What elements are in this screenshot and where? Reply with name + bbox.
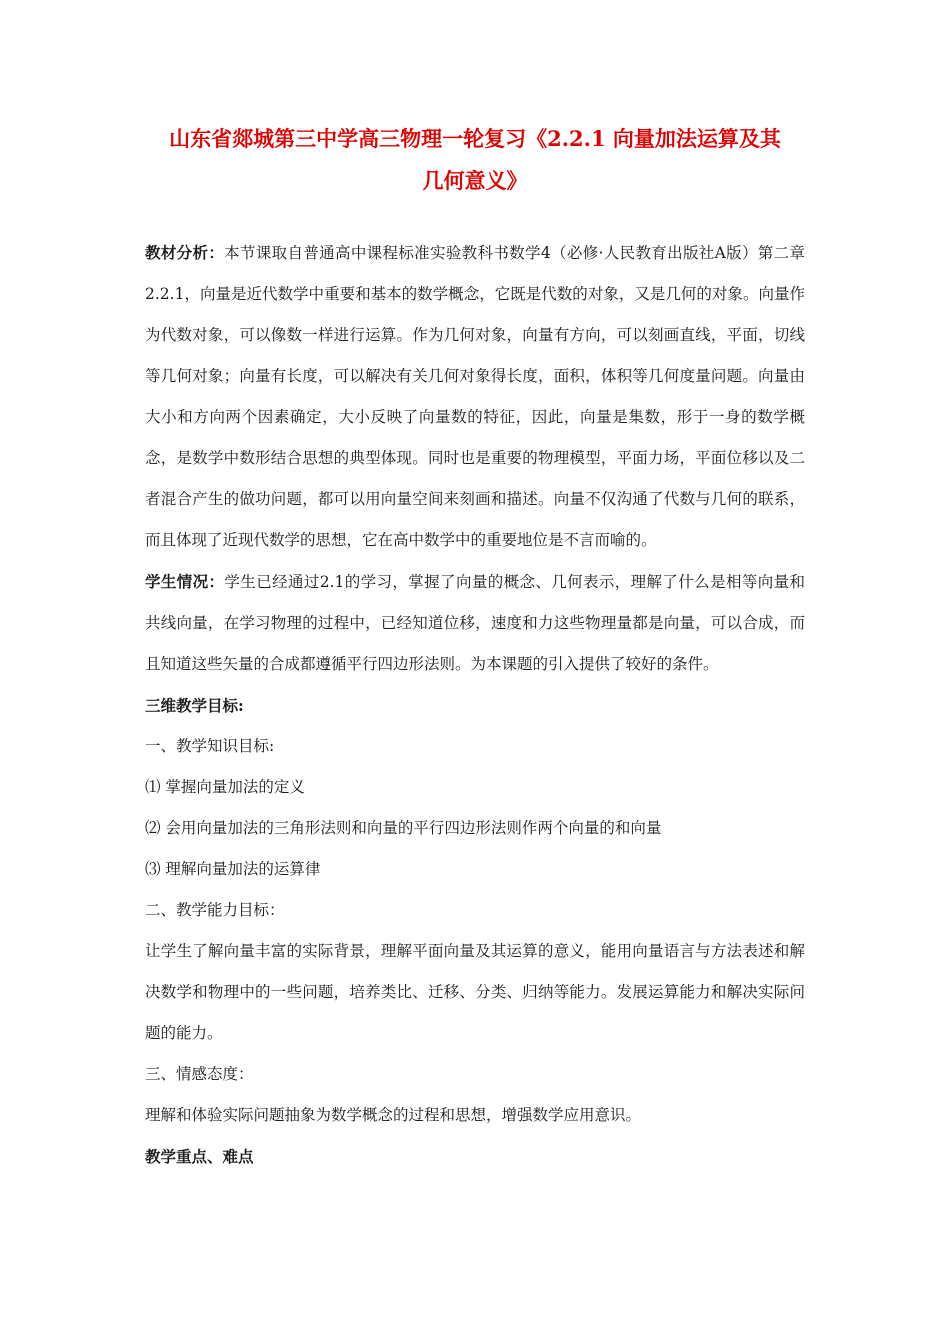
document-title — [145, 118, 805, 202]
keypoints-heading: 教学重点、难点 — [145, 1147, 254, 1166]
analysis-heading: 教材分析： — [145, 243, 225, 262]
emotion-heading: 三、情感态度： — [145, 1065, 254, 1083]
students-text: 学生已经通过2.1的学习，掌握了向量的概念、几何表示，理解了什么是相等向量和共线向量，在学习物理的过程中，已经知道位移，速度和力这些物理量都是向量，可以合成，而且知道这些矢量的合成都遵循平行四边形法则。为本课题的引入提供了较好的条件。 — [145, 573, 805, 673]
knowledge-heading: 一、教学知识目标: — [145, 737, 275, 755]
emotion-text: 理解和体验实际问题抽象为数学概念的过程和思想，增强数学应用意识。 — [145, 1106, 642, 1124]
title-line-1: 山东省郯城第三中学高三物理一轮复习《2.2.1 向量加法运算及其 — [169, 126, 781, 151]
analysis-text: 本节课取自普通高中课程标准实验教科书数学4（必修·人民教育出版社A版）第二章2.2.1，向量是近代数学中重要和基本的数学概念，它既是代数的对象，又是几何的对象。向量作为代数对象，可以像数一样进行运算。作为几何对象，向量有方向，可以刻画直线，平面，切线等几何对象；向量有长度，可以解决有关几何对象得长度，面积，体积等几何度量问题。向量由大小和方向两个因素确定，大小反映了向量数的特征，因此，向量是集数，形于一身的数学概念，是数学中数形结合思想的典型体现。同时也是重要的物理模型，平面力场，平面位移以及二者混合产生的做功问题，都可以用向量空间来刻画和描述。向量不仅沟通了代数与几何的联系，而且体现了近现代数学的思想，它在高中数学中的重要地位是不言而喻的。 — [145, 244, 805, 549]
students-paragraph — [145, 561, 805, 685]
ability-text: 让学生了解向量丰富的实际背景，理解平面向量及其运算的意义，能用向量语言与方法表述和解决数学和物理中的一些问题，培养类比、迁移、分类、归纳等能力。发展运算能力和解决实际问题的能力。 — [145, 942, 805, 1042]
knowledge-item-3: ⑶ 理解向量加法的运算律 — [145, 860, 321, 878]
knowledge-item-1: ⑴ 掌握向量加法的定义 — [145, 778, 305, 796]
students-heading: 学生情况： — [145, 572, 225, 591]
ability-heading: 二、教学能力目标： — [145, 901, 285, 919]
document-body — [145, 232, 805, 1177]
goals-heading: 三维教学目标: — [145, 696, 244, 715]
knowledge-item-2: ⑵ 会用向量加法的三角形法则和向量的平行四边形法则作两个向量的和向量 — [145, 819, 662, 837]
analysis-paragraph — [145, 232, 805, 561]
title-line-2: 几何意义》 — [422, 168, 528, 193]
